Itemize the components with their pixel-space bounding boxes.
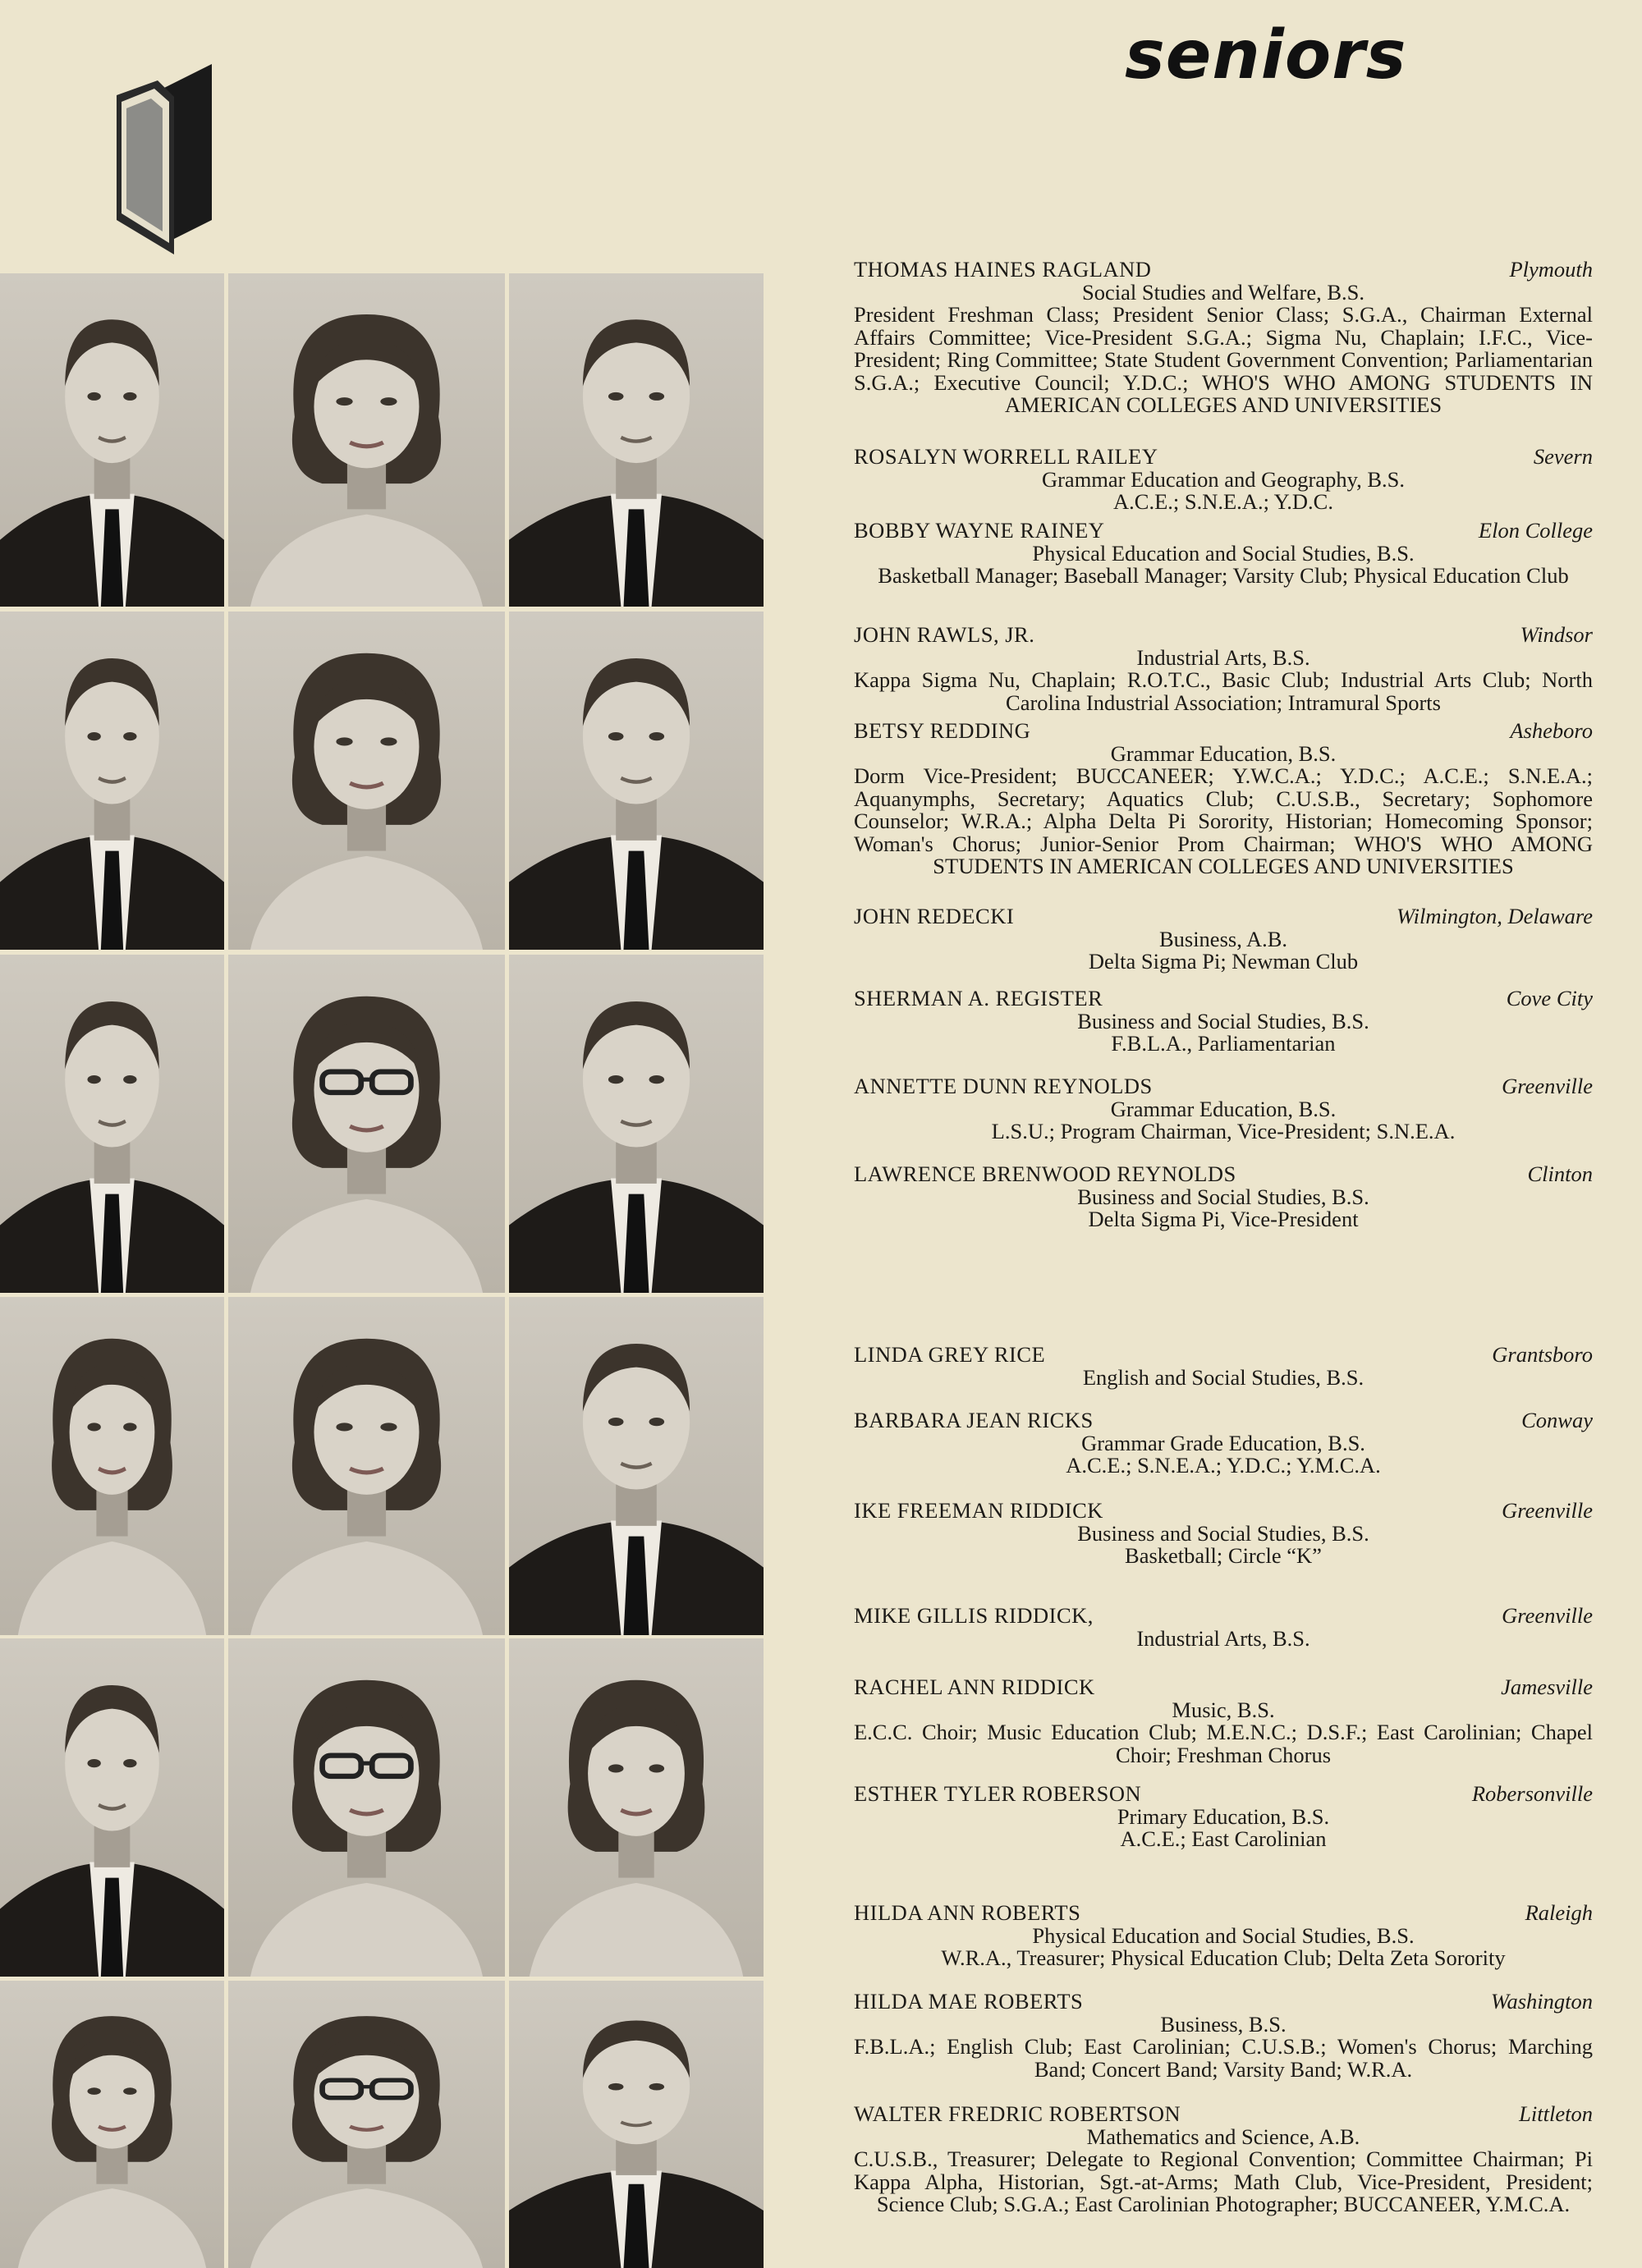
student-hometown: Robersonville — [1471, 1781, 1593, 1806]
student-name: ANNETTE DUNN REYNOLDS — [854, 1074, 1153, 1098]
senior-entry — [854, 1605, 1593, 1650]
section-logo-icon — [115, 64, 218, 254]
student-name: HILDA ANN ROBERTS — [854, 1900, 1081, 1925]
portrait-photo — [228, 612, 505, 950]
student-activities: W.R.A., Treasurer; Physical Education Club; Delta Zeta Sorority — [941, 1945, 1506, 1970]
student-hometown: Severn — [1533, 444, 1593, 469]
student-degree: Business and Social Studies, B.S. — [1077, 1184, 1369, 1209]
senior-entry — [854, 624, 1593, 714]
senior-entry — [854, 1409, 1593, 1478]
student-degree: Physical Education and Social Studies, B.S. — [1032, 1922, 1415, 1948]
portrait-photo — [228, 1638, 505, 1977]
portrait-photo — [228, 1297, 505, 1635]
student-name: LAWRENCE BRENWOOD REYNOLDS — [854, 1161, 1236, 1186]
student-activities: L.S.U.; Program Chairman, Vice-President; S.N.E.A. — [991, 1119, 1456, 1143]
entry-header — [854, 1902, 1593, 1925]
student-activities: Delta Sigma Pi, Vice-President — [1088, 1207, 1359, 1231]
student-degree: Industrial Arts, B.S. — [1136, 644, 1310, 670]
student-activities: Kappa Sigma Nu, Chaplain; R.O.T.C., Basic Club; Industrial Arts Club; North Carolina Industrial Association; Intramural Sports — [854, 667, 1593, 715]
entry-header — [854, 987, 1593, 1010]
student-name: MIKE GILLIS RIDDICK, — [854, 1603, 1094, 1628]
portrait-photo — [0, 1981, 224, 2268]
student-activities: A.C.E.; S.N.E.A.; Y.D.C.; Y.M.C.A. — [1066, 1453, 1381, 1478]
senior-entry — [854, 905, 1593, 974]
student-degree: Business and Social Studies, B.S. — [1077, 1520, 1369, 1546]
student-hometown: Washington — [1490, 1989, 1593, 2014]
student-degree: Industrial Arts, B.S. — [1136, 1625, 1310, 1651]
student-degree: Grammar Education, B.S. — [1110, 740, 1337, 766]
student-hometown: Littleton — [1519, 2101, 1593, 2126]
portrait-photo — [509, 1297, 764, 1635]
student-activities: Basketball Manager; Baseball Manager; Varsity Club; Physical Education Club — [878, 563, 1569, 588]
student-degree: English and Social Studies, B.S. — [1082, 1364, 1365, 1390]
student-hometown: Grantsboro — [1492, 1342, 1593, 1367]
entry-header — [854, 1409, 1593, 1432]
senior-entry — [854, 1075, 1593, 1143]
student-degree: Physical Education and Social Studies, B.S. — [1032, 540, 1415, 566]
student-hometown: Greenville — [1502, 1074, 1593, 1098]
portrait-photo — [0, 1297, 224, 1635]
senior-entry — [854, 520, 1593, 588]
student-activities: Dorm Vice-President; BUCCANEER; Y.W.C.A.; Y.D.C.; A.C.E.; S.N.E.A.; Aquanymphs, Secretary; Aquatics Club; C.U.S.B., Secretary; Sophomore Counselor; W.R.A.; Alpha Delta Pi Sorority, Historian; Homecoming Sponsor; Woman's Chorus; Junior-Senior Prom Chairman; WHO'S WHO AMONG STUDENTS IN AMERICAN COLLEGES AND UNIVERSITIES — [854, 763, 1593, 878]
student-hometown: Cove City — [1506, 986, 1593, 1010]
portrait-photo — [228, 955, 505, 1293]
portrait-photo — [0, 273, 224, 607]
entry-header — [854, 446, 1593, 469]
entry-header — [854, 259, 1593, 282]
student-hometown: Jamesville — [1501, 1675, 1593, 1699]
student-name: BARBARA JEAN RICKS — [854, 1408, 1094, 1432]
entry-header — [854, 720, 1593, 743]
entry-header — [854, 1605, 1593, 1628]
entry-header — [854, 624, 1593, 647]
student-activities: C.U.S.B., Treasurer; Delegate to Regional Convention; Committee Chairman; Pi Kappa Alpha, Historian, Sgt.-at-Arms; Math Club, Vice-President, President; Science Club; S.G.A.; East Carolinian Photographer; BUCCANEER, Y.M.C.A. — [854, 2147, 1593, 2216]
student-degree: Social Studies and Welfare, B.S. — [1081, 279, 1365, 305]
portrait-photo — [228, 1981, 505, 2268]
student-degree: Grammar Grade Education, B.S. — [1081, 1430, 1365, 1455]
portrait-photo — [0, 1638, 224, 1977]
student-hometown: Wilmington, Delaware — [1397, 904, 1593, 928]
entry-header — [854, 1783, 1593, 1806]
senior-entry — [854, 1163, 1593, 1231]
senior-entry — [854, 446, 1593, 514]
portrait-photo — [509, 1638, 764, 1977]
entry-header — [854, 1344, 1593, 1367]
entry-header — [854, 1991, 1593, 2014]
entry-header — [854, 2103, 1593, 2126]
student-activities: A.C.E.; S.N.E.A.; Y.D.C. — [1113, 489, 1333, 514]
student-degree: Business, A.B. — [1158, 926, 1288, 951]
senior-entry — [854, 1344, 1593, 1389]
portrait-photo — [0, 955, 224, 1293]
student-hometown: Raleigh — [1525, 1900, 1593, 1925]
portrait-photo — [509, 273, 764, 607]
portrait-grid — [0, 273, 768, 2268]
senior-entry — [854, 987, 1593, 1056]
student-name: BOBBY WAYNE RAINEY — [854, 518, 1105, 543]
student-name: THOMAS HAINES RAGLAND — [854, 257, 1152, 282]
senior-entry — [854, 259, 1593, 417]
student-name: LINDA GREY RICE — [854, 1342, 1046, 1367]
senior-entry — [854, 1500, 1593, 1568]
student-degree: Music, B.S. — [1172, 1697, 1275, 1722]
portrait-photo — [509, 612, 764, 950]
student-name: ESTHER TYLER ROBERSON — [854, 1781, 1142, 1806]
senior-entry — [854, 1783, 1593, 1851]
portrait-photo — [509, 1981, 764, 2268]
student-name: WALTER FREDRIC ROBERTSON — [854, 2101, 1181, 2126]
senior-entry — [854, 1676, 1593, 1766]
student-degree: Grammar Education, B.S. — [1110, 1096, 1337, 1121]
entry-header — [854, 1163, 1593, 1186]
senior-entry — [854, 1991, 1593, 2081]
student-hometown: Clinton — [1527, 1161, 1593, 1186]
student-activities: E.C.C. Choir; Music Education Club; M.E.N.C.; D.S.F.; East Carolinian; Chapel Choir; Freshman Chorus — [854, 1720, 1593, 1767]
student-hometown: Conway — [1521, 1408, 1593, 1432]
student-hometown: Greenville — [1502, 1603, 1593, 1628]
senior-entry — [854, 1902, 1593, 1970]
student-degree: Mathematics and Science, A.B. — [1086, 2124, 1360, 2149]
student-activities: F.B.L.A., Parliamentarian — [1111, 1031, 1336, 1056]
student-name: ROSALYN WORRELL RAILEY — [854, 444, 1158, 469]
student-activities: A.C.E.; East Carolinian — [1120, 1826, 1327, 1851]
student-activities: Delta Sigma Pi; Newman Club — [1088, 949, 1359, 974]
student-activities: Basketball; Circle “K” — [1125, 1543, 1322, 1568]
senior-entry — [854, 720, 1593, 878]
entry-header — [854, 1500, 1593, 1523]
entry-header — [854, 1075, 1593, 1098]
student-activities: F.B.L.A.; English Club; East Carolinian; C.U.S.B.; Women's Chorus; Marching Band; Concert Band; Varsity Band; W.R.A. — [854, 2034, 1593, 2082]
student-name: RACHEL ANN RIDDICK — [854, 1675, 1095, 1699]
student-degree: Grammar Education and Geography, B.S. — [1041, 466, 1406, 492]
student-hometown: Greenville — [1502, 1498, 1593, 1523]
student-degree: Business, B.S. — [1160, 2011, 1287, 2037]
student-degree: Business and Social Studies, B.S. — [1077, 1008, 1369, 1033]
student-name: HILDA MAE ROBERTS — [854, 1989, 1084, 2014]
student-name: JOHN RAWLS, JR. — [854, 622, 1035, 647]
portrait-photo — [0, 612, 224, 950]
entry-header — [854, 905, 1593, 928]
student-hometown: Windsor — [1520, 622, 1593, 647]
entry-header — [854, 1676, 1593, 1699]
portrait-photo — [228, 273, 505, 607]
student-name: BETSY REDDING — [854, 718, 1031, 743]
student-name: JOHN REDECKI — [854, 904, 1015, 928]
page-title: seniors — [1125, 16, 1407, 94]
senior-entry — [854, 2103, 1593, 2216]
student-name: SHERMAN A. REGISTER — [854, 986, 1103, 1010]
student-hometown: Plymouth — [1509, 257, 1593, 282]
student-hometown: Asheboro — [1510, 718, 1593, 743]
entry-header — [854, 520, 1593, 543]
student-name: IKE FREEMAN RIDDICK — [854, 1498, 1103, 1523]
student-degree: Primary Education, B.S. — [1117, 1803, 1330, 1829]
student-activities: President Freshman Class; President Senior Class; S.G.A., Chairman External Affairs Committee; Vice-President S.G.A.; Sigma Nu, Chaplain; I.F.C., Vice-President; Ring Committee; State Student Government Convention; Parliamentarian S.G.A.; Executive Council; Y.D.C.; WHO'S WHO AMONG STUDENTS IN AMERICAN COLLEGES AND UNIVERSITIES — [854, 302, 1593, 417]
portrait-photo — [509, 955, 764, 1293]
student-hometown: Elon College — [1478, 518, 1593, 543]
